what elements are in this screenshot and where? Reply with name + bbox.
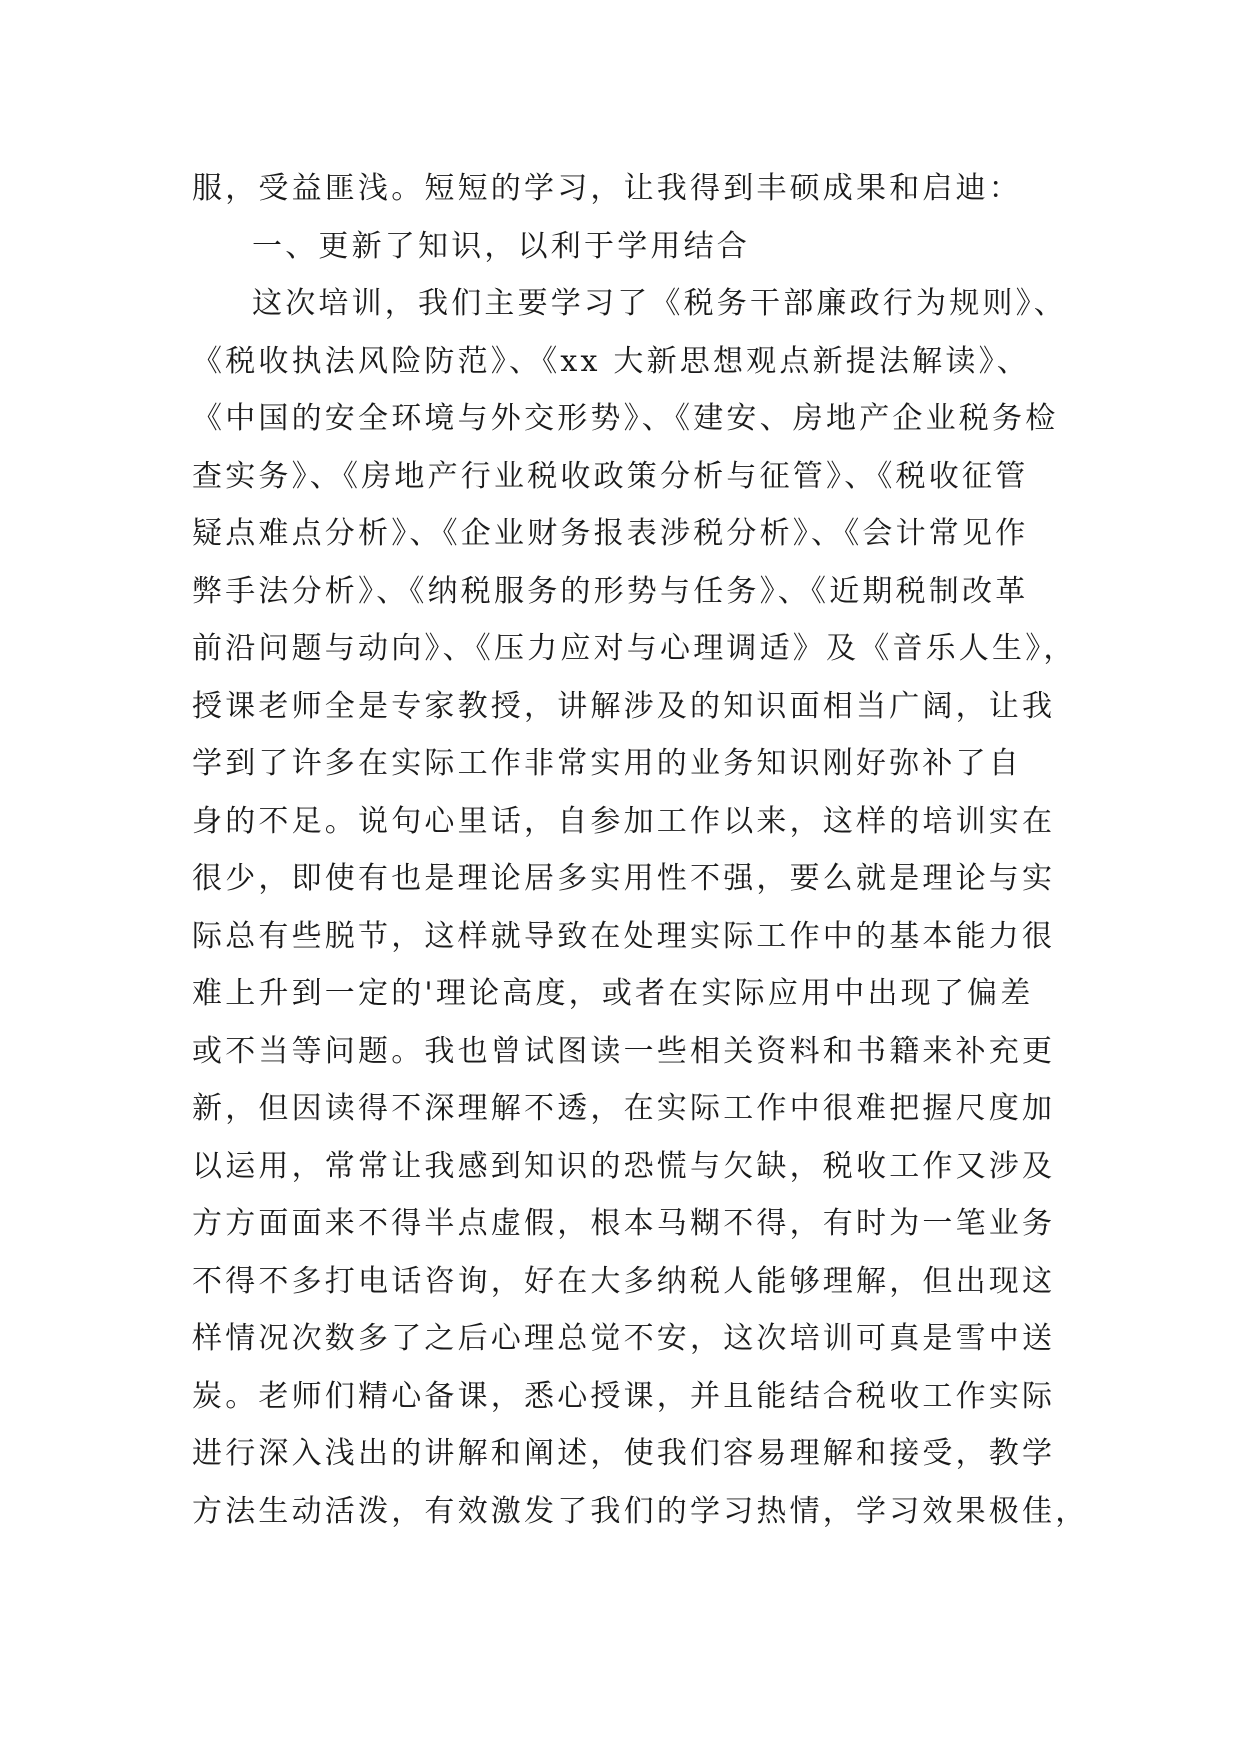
text-line: 或不当等问题。我也曾试图读一些相关资料和书籍来补充更 <box>192 1033 1056 1069</box>
text-line: 服，受益匪浅。短短的学习，让我得到丰硕成果和启迪： <box>192 171 1022 206</box>
document-body <box>192 160 1089 1540</box>
text-line: 授课老师全是专家教授，讲解涉及的知识面相当广阔，让我 <box>192 688 1056 724</box>
text-line: 《中国的安全环境与外交形势》、《建安、房地产企业税务检 <box>192 401 1059 436</box>
text-line: 际总有些脱节，这样就导致在处理实际工作中的基本能力很 <box>192 918 1056 954</box>
text-line: 新，但因读得不深理解不透，在实际工作中很难把握尺度加 <box>192 1091 1056 1126</box>
text-line: 样情况次数多了之后心理总觉不安，这次培训可真是雪中送 <box>192 1321 1056 1356</box>
text-line: 弊手法分析》、《纳税服务的形势与任务》、《近期税制改革 <box>192 573 1029 609</box>
text-line: 很少，即使有也是理论居多实用性不强，要么就是理论与实 <box>192 861 1056 896</box>
text-line: 《税收执法风险防范》、《xx 大新思想观点新提法解读》、 <box>192 343 1030 379</box>
text-line: 方方面面来不得半点虚假，根本马糊不得，有时为一笔业务 <box>192 1206 1056 1241</box>
text-line: 炭。老师们精心备课，悉心授课，并且能结合税收工作实际 <box>192 1378 1056 1414</box>
text-line: 疑点难点分析》、《企业财务报表涉税分析》、《会计常见作 <box>192 516 1029 551</box>
text-line: 学到了许多在实际工作非常实用的业务知识刚好弥补了自 <box>192 746 1022 781</box>
text-line: 身的不足。说句心里话，自参加工作以来，这样的培训实在 <box>192 803 1056 839</box>
text-line: 进行深入浅出的讲解和阐述，使我们容易理解和接受，教学 <box>192 1436 1056 1471</box>
text-line: 一、更新了知识，以利于学用结合 <box>252 228 750 264</box>
text-line: 不得不多打电话咨询，好在大多纳税人能够理解，但出现这 <box>192 1263 1056 1299</box>
text-line: 方法生动活泼，有效激发了我们的学习热情，学习效果极佳， <box>192 1493 1089 1529</box>
text-line: 前沿问题与动向》、《压力应对与心理调适》及《音乐人生》， <box>192 631 1077 666</box>
text-line: 难上升到一定的'理论高度，或者在实际应用中出现了偏差 <box>192 976 1034 1011</box>
text-line: 查实务》、《房地产行业税收政策分析与征管》、《税收征管 <box>192 458 1029 494</box>
text-line: 这次培训，我们主要学习了《税务干部廉政行为规则》、 <box>252 286 1067 321</box>
text-line: 以运用，常常让我感到知识的恐慌与欠缺，税收工作又涉及 <box>192 1148 1056 1184</box>
